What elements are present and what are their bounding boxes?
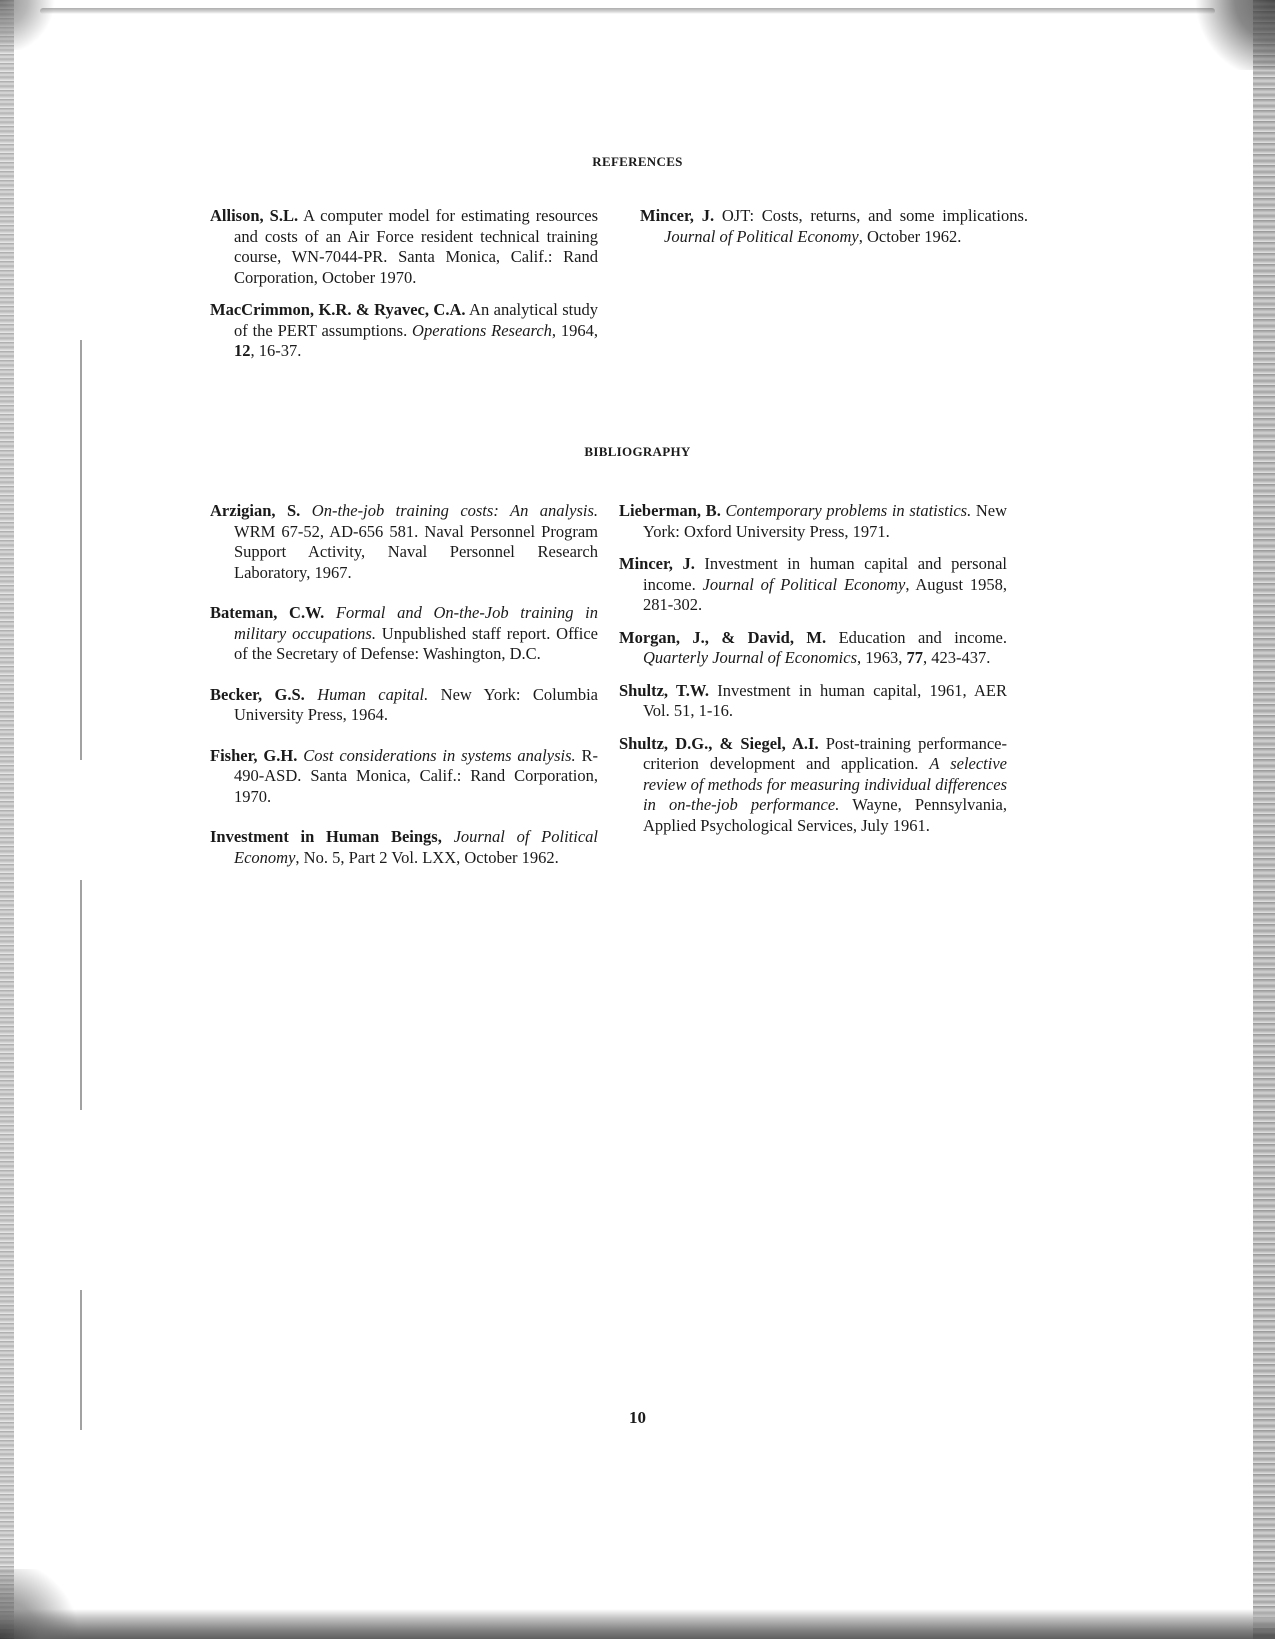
scan-corner-top-right	[1185, 0, 1275, 70]
bibliography-title: Human capital.	[317, 684, 429, 704]
bibliography-text: , No. 5, Part 2 Vol. LXX, October 1962.	[295, 847, 559, 867]
bibliography-author: Investment in Human Beings,	[210, 827, 442, 846]
bibliography-title: A selective review of methods for measuring individual differences in on-the-job performance.	[643, 754, 1007, 814]
reference-volume: 12	[234, 341, 251, 360]
bibliography-entry	[619, 681, 1007, 722]
bibliography-text: , 1963,	[857, 648, 907, 667]
reference-entry	[640, 206, 1028, 247]
bibliography-author: Lieberman, B.	[619, 501, 721, 520]
bibliography-entry	[210, 501, 598, 583]
scan-edge-bottom	[0, 1609, 1275, 1639]
bibliography-author: Bateman, C.W.	[210, 603, 325, 622]
scan-margin-line	[80, 880, 82, 1110]
reference-text: OJT: Costs, returns, and some implications.	[714, 206, 1029, 225]
reference-journal: Operations Research	[412, 320, 552, 340]
bibliography-title: Journal of Political Economy	[234, 827, 598, 867]
reference-author: Mincer, J.	[640, 206, 715, 225]
reference-text: , October 1962.	[858, 226, 962, 246]
bibliography-text: Investment in human capital and personal income.	[643, 554, 1007, 594]
bibliography-right-column	[619, 501, 1007, 836]
bibliography-text: WRM 67-52, AD-656 581. Naval Personnel Program Support Activity, Naval Personnel Research Laboratory, 1967.	[234, 521, 598, 582]
reference-text: , 16-37.	[250, 341, 302, 360]
bibliography-author: Fisher, G.H.	[210, 745, 298, 765]
bibliography-heading: BIBLIOGRAPHY	[584, 444, 691, 459]
bibliography-volume: 77	[906, 648, 924, 667]
reference-text: , 1964,	[551, 320, 599, 340]
bibliography-entry	[619, 628, 1007, 669]
reference-author: MacCrimmon, K.R. & Ryavec, C.A.	[210, 300, 466, 319]
page-number: 10	[629, 1408, 646, 1427]
bibliography-text: , 423-437.	[923, 648, 991, 667]
reference-entry	[210, 300, 598, 362]
references-heading: REFERENCES	[592, 154, 683, 169]
bibliography-author: Arzigian, S.	[210, 501, 301, 520]
bibliography-title: On-the-job training costs: An analysis.	[311, 501, 598, 520]
bibliography-text: Wayne, Pennsylvania, Applied Psychological Services, July 1961.	[643, 795, 1007, 835]
scan-margin-line	[80, 340, 82, 760]
bibliography-journal: Journal of Political Economy	[702, 574, 906, 594]
reference-text: A computer model for estimating resources and costs of an Air Force resident technical training course, WN-7044-PR. Santa Monica, Calif.: Rand Corporation, October 1970.	[234, 206, 598, 287]
bibliography-title: Cost considerations in systems analysis.	[303, 745, 576, 765]
bibliography-text: R-490-ASD. Santa Monica, Calif.: Rand Corporation, 1970.	[234, 745, 599, 806]
bibliography-entry	[210, 603, 598, 665]
bibliography-entry	[619, 501, 1007, 542]
scan-edge-top	[40, 8, 1215, 14]
bibliography-text: New York: Oxford University Press, 1971.	[643, 501, 1008, 541]
bibliography-author: Shultz, D.G., & Siegel, A.I.	[619, 733, 819, 753]
bibliography-text: Unpublished staff report. Office of the Secretary of Defense: Washington, D.C.	[234, 623, 598, 663]
bibliography-left-column	[210, 501, 598, 868]
scan-corner-top-left	[0, 0, 60, 50]
bibliography-text: Investment in human capital, 1961, AER Vol. 51, 1-16.	[643, 680, 1007, 720]
bibliography-text: New York: Columbia University Press, 1964.	[234, 684, 598, 724]
reference-journal: Journal of Political Economy	[664, 226, 859, 246]
bibliography-author: Morgan, J., & David, M.	[619, 627, 827, 647]
bibliography-text: Post-training performance-criterion development and application.	[643, 733, 1007, 773]
bibliography-title: Formal and On-the-Job training in military occupations.	[234, 603, 598, 643]
bibliography-author: Becker, G.S.	[210, 684, 305, 704]
bibliography-journal: Quarterly Journal of Economics	[643, 648, 858, 667]
bibliography-entry	[210, 827, 598, 868]
reference-author: Allison, S.L.	[210, 206, 299, 225]
reference-entry	[210, 206, 598, 288]
bibliography-author: Mincer, J.	[619, 554, 695, 573]
bibliography-entry	[210, 746, 598, 808]
scan-edge-right	[1253, 0, 1275, 1639]
references-right-column	[640, 206, 1028, 247]
bibliography-title: Contemporary problems in statistics.	[725, 501, 972, 520]
bibliography-entry	[210, 685, 598, 726]
reference-text: An analytical study of the PERT assumptions.	[234, 300, 598, 340]
bibliography-text: Education and income.	[826, 627, 1007, 647]
references-left-column	[210, 206, 598, 362]
bibliography-entry	[619, 554, 1007, 616]
scan-corner-bottom-left	[0, 1569, 90, 1639]
bibliography-text: , August 1958, 281-302.	[643, 574, 1007, 614]
bibliography-entry	[619, 734, 1007, 837]
bibliography-author: Shultz, T.W.	[619, 680, 710, 700]
scan-edge-left	[0, 0, 14, 1639]
